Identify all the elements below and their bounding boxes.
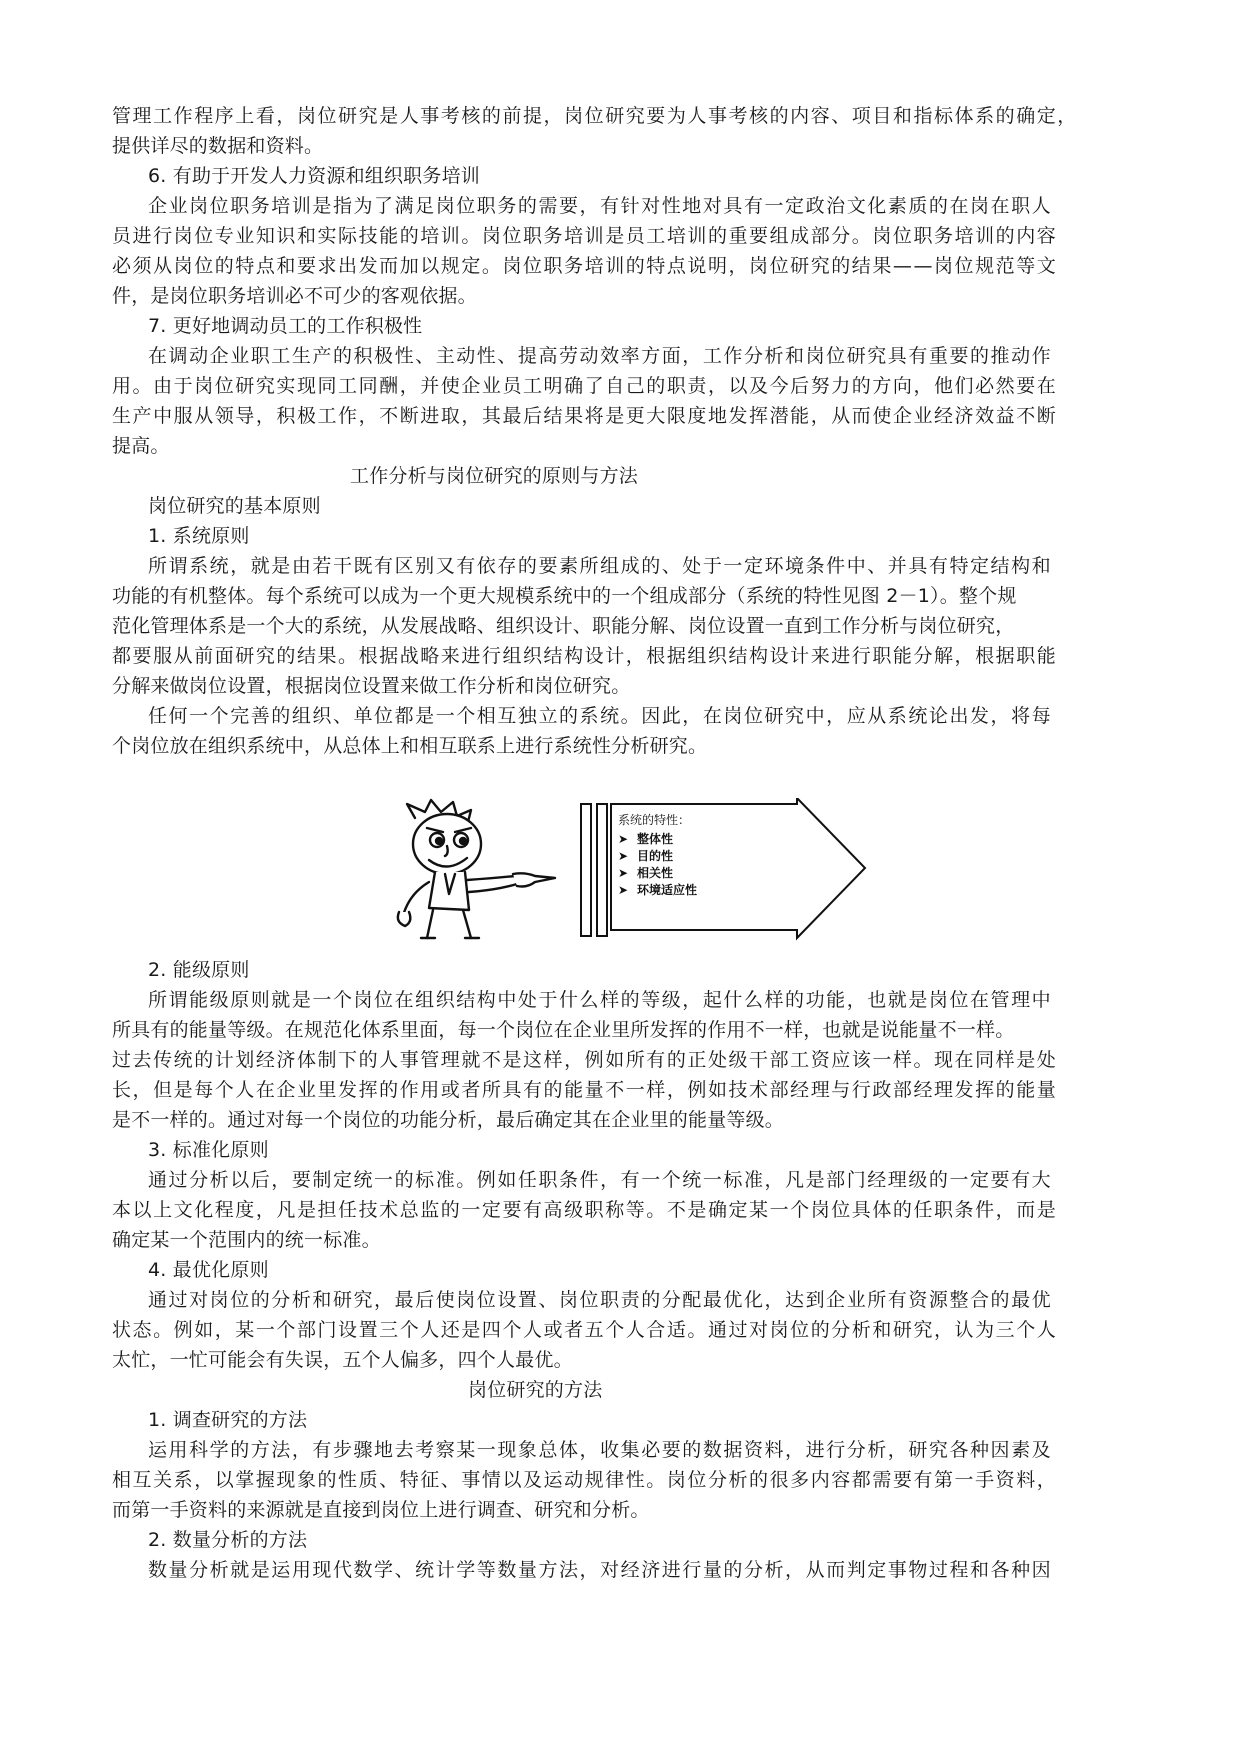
- numbered-heading: 1. 系统原则: [148, 525, 250, 547]
- body-text-line: 员进行岗位专业知识和实际技能的培训。岗位职务培训是员工培训的重要组成部分。岗位职务培训的内容: [112, 225, 1058, 247]
- figure-svg: [385, 798, 895, 948]
- body-text-line: 提高。: [112, 435, 170, 457]
- numbered-heading: 1. 调查研究的方法: [148, 1409, 308, 1431]
- body-text-line: 数量分析就是运用现代数学、统计学等数量方法，对经济进行量的分析，从而判定事物过程和各种因: [148, 1559, 1053, 1581]
- numbered-heading: 6. 有助于开发人力资源和组织职务培训: [148, 165, 480, 187]
- body-text-line: 所具有的能量等级。在规范化体系里面，每一个岗位在企业里所发挥的作用不一样，也就是说能量不一样。: [112, 1019, 1015, 1041]
- numbered-heading: 3. 标准化原则: [148, 1139, 269, 1161]
- figure-item: 相关性: [637, 866, 674, 880]
- body-text-line: 相互关系，以掌握现象的性质、特征、事情以及运动规律性。岗位分析的很多内容都需要有第一手资料，: [112, 1469, 1058, 1491]
- body-text-line: 功能的有机整体。每个系统可以成为一个更大规模系统中的一个组成部分（系统的特性见图 2－1）。整个规: [112, 585, 1017, 607]
- body-text-line: 用。由于岗位研究实现同工同酬，并使企业员工明确了自己的职责，以及今后努力的方向，他们必然要在: [112, 375, 1058, 397]
- figure-bullet-icon: ➤: [618, 832, 629, 846]
- figure-item: 目的性: [637, 849, 674, 863]
- figure-item: 整体性: [637, 832, 674, 846]
- body-text-line: 范化管理体系是一个大的系统，从发展战略、组织设计、职能分解、岗位设置一直到工作分析与岗位研究，: [112, 615, 1015, 637]
- body-text-line: 运用科学的方法，有步骤地去考察某一现象总体，收集必要的数据资料，进行分析，研究各种因素及: [148, 1439, 1053, 1461]
- figure-bullet-icon: ➤: [618, 866, 629, 880]
- figure-bar: [581, 804, 591, 936]
- body-text-line: 状态。例如，某一个部门设置三个人还是四个人或者五个人合适。通过对岗位的分析和研究，认为三个人: [112, 1319, 1058, 1341]
- body-text-line: 所谓系统，就是由若干既有区别又有依存的要素所组成的、处于一定环境条件中、并具有特定结构和: [148, 555, 1053, 577]
- figure-item: 环境适应性: [637, 883, 698, 897]
- system-characteristics-figure: [385, 798, 895, 948]
- subsection-title: 岗位研究的基本原则: [148, 495, 321, 517]
- figure-bullet-icon: ➤: [618, 883, 629, 897]
- body-text-line: 任何一个完善的组织、单位都是一个相互独立的系统。因此，在岗位研究中，应从系统论出发，将每: [148, 705, 1053, 727]
- body-text-line: 生产中服从领导，积极工作，不断进取，其最后结果将是更大限度地发挥潜能，从而使企业经济效益不断: [112, 405, 1058, 427]
- body-text-line: 管理工作程序上看，岗位研究是人事考核的前提，岗位研究要为人事考核的内容、项目和指标体系的确定，: [112, 105, 1078, 127]
- body-text-line: 必须从岗位的特点和要求出发而加以规定。岗位职务培训的特点说明，岗位研究的结果——岗位规范等文: [112, 255, 1058, 277]
- numbered-heading: 4. 最优化原则: [148, 1259, 269, 1281]
- numbered-heading: 7. 更好地调动员工的工作积极性: [148, 315, 423, 337]
- body-text-line: 本以上文化程度，凡是担任技术总监的一定要有高级职称等。不是确定某一个岗位具体的任职条件，而是: [112, 1199, 1058, 1221]
- body-text-line: 而第一手资料的来源就是直接到岗位上进行调查、研究和分析。: [112, 1499, 650, 1521]
- section-title: 岗位研究的方法: [468, 1379, 603, 1401]
- numbered-heading: 2. 能级原则: [148, 959, 250, 981]
- body-text-line: 通过分析以后，要制定统一的标准。例如任职条件，有一个统一标准，凡是部门经理级的一定要有大: [148, 1169, 1053, 1191]
- body-text-line: 分解来做岗位设置，根据岗位设置来做工作分析和岗位研究。: [112, 675, 631, 697]
- section-title: 工作分析与岗位研究的原则与方法: [350, 465, 639, 487]
- figure-bullet-icon: ➤: [618, 849, 629, 863]
- body-text-line: 提供详尽的数据和资料。: [112, 135, 324, 157]
- body-text-line: 件，是岗位职务培训必不可少的客观依据。: [112, 285, 477, 307]
- body-text-line: 个岗位放在组织系统中，从总体上和相互联系上进行系统性分析研究。: [112, 735, 708, 757]
- body-text-line: 所谓能级原则就是一个岗位在组织结构中处于什么样的等级，起什么样的功能，也就是岗位在管理中: [148, 989, 1053, 1011]
- body-text-line: 都要服从前面研究的结果。根据战略来进行组织结构设计，根据组织结构设计来进行职能分解，根据职能: [112, 645, 1058, 667]
- body-text-line: 确定某一个范围内的统一标准。: [112, 1229, 381, 1251]
- numbered-heading: 2. 数量分析的方法: [148, 1529, 308, 1551]
- figure-title: 系统的特性：: [618, 813, 691, 827]
- body-text-line: 企业岗位职务培训是指为了满足岗位职务的需要，有针对性地对具有一定政治文化素质的在岗在职人: [148, 195, 1053, 217]
- cartoon-man-pointing-icon: [398, 800, 555, 938]
- body-text-line: 是不一样的。通过对每一个岗位的功能分析，最后确定其在企业里的能量等级。: [112, 1109, 785, 1131]
- body-text-line: 太忙，一忙可能会有失误，五个人偏多，四个人最优。: [112, 1349, 573, 1371]
- body-text-line: 过去传统的计划经济体制下的人事管理就不是这样，例如所有的正处级干部工资应该一样。现在同样是处: [112, 1049, 1058, 1071]
- body-text-line: 在调动企业职工生产的积极性、主动性、提高劳动效率方面，工作分析和岗位研究具有重要的推动作: [148, 345, 1053, 367]
- body-text-line: 通过对岗位的分析和研究，最后使岗位设置、岗位职责的分配最优化，达到企业所有资源整合的最优: [148, 1289, 1053, 1311]
- figure-bar: [597, 804, 607, 936]
- body-text-line: 长，但是每个人在企业里发挥的作用或者所具有的能量不一样，例如技术部经理与行政部经理发挥的能量: [112, 1079, 1058, 1101]
